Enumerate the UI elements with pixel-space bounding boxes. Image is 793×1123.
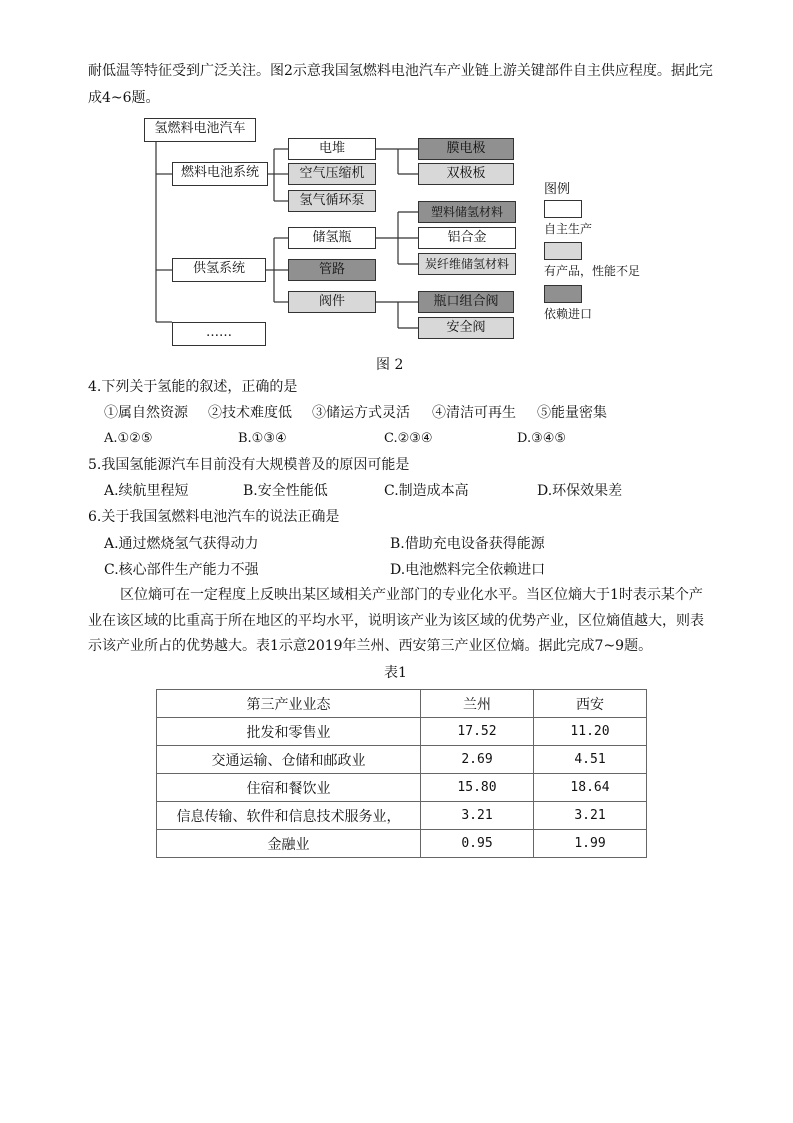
intro-line-1: 耐低温等特征受到广泛关注。图2示意我国氢燃料电池汽车产业链上游关键部件自主供应程度。据此完 [88,63,713,79]
q6-option-d: D.电池燃料完全依赖进口 [390,562,546,578]
node-plastic-material: 塑料储氢材料 [418,201,516,223]
table-cell: 住宿和餐饮业 [157,774,421,802]
table-cell: 0.95 [421,830,534,858]
node-storage-tank: 储氢瓶 [288,227,376,249]
node-stack: 电堆 [288,138,376,160]
q4-option-d: D.③④⑤ [517,431,567,446]
intro-line-2: 成4~6题。 [88,90,160,106]
para2-line-3: 示该产业所占的优势越大。表1示意2019年兰州、西安第三产业区位熵。据此完成7~9题。 [88,638,653,654]
node-root: 氢燃料电池汽车 [144,118,256,142]
q4-option-c: C.②③④ [384,431,433,446]
node-bottle-valve: 瓶口组合阀 [418,291,514,313]
table-row [157,774,647,802]
table-cell: 17.52 [421,718,534,746]
node-ellipsis: …… [172,322,266,346]
node-safety-valve: 安全阀 [418,317,514,339]
table-cell: 信息传输、软件和信息技术服务业， [157,802,421,830]
q5-option-c: C.制造成本高 [384,483,469,499]
q5-option-a: A.续航里程短 [104,483,189,499]
figure-caption: 图 2 [376,357,404,373]
legend-swatch-partial [544,242,582,260]
node-carbon-fiber: 炭纤维储氢材料 [418,253,516,275]
table-cell: 1.99 [534,830,647,858]
table-row [157,718,647,746]
legend-import-label: 依赖进口 [544,307,593,321]
q4-item: ①属自然资源 [104,405,188,421]
legend-swatch-self [544,200,582,218]
q4-item: ②技术难度低 [208,405,292,421]
q5-option-b: B.安全性能低 [243,483,328,499]
table-cell: 18.64 [534,774,647,802]
table-1 [156,689,647,858]
table-row [157,830,647,858]
q4-item: ③储运方式灵活 [312,405,410,421]
node-pipeline: 管路 [288,259,376,281]
node-h2-circulation-pump: 氢气循环泵 [288,190,376,212]
table-header-cell: 兰州 [421,690,534,718]
table-cell: 2.69 [421,746,534,774]
table-cell: 金融业 [157,830,421,858]
para2-line-2: 业在该区域的比重高于所在地区的平均水平，说明该产业为该区域的优势产业，区位熵值越大，则表 [88,613,704,629]
node-valve: 阀件 [288,291,376,313]
table-header-cell: 西安 [534,690,647,718]
table-cell: 3.21 [534,802,647,830]
table-cell: 15.80 [421,774,534,802]
node-fuel-cell-system: 燃料电池系统 [172,162,268,186]
table-cell: 4.51 [534,746,647,774]
q6-option-c: C.核心部件生产能力不强 [104,562,259,578]
q6-stem: 6.关于我国氢燃料电池汽车的说法正确是 [88,509,340,525]
node-aluminum-alloy: 铝合金 [418,227,516,249]
legend-swatch-import [544,285,582,303]
q5-option-d: D.环保效果差 [537,483,623,499]
q4-item: ⑤能量密集 [537,405,607,421]
node-h2-supply-system: 供氢系统 [172,258,266,282]
node-air-compressor: 空气压缩机 [288,163,376,185]
table-row [157,802,647,830]
q4-option-a: A.①②⑤ [104,431,153,446]
q6-option-b: B.借助充电设备获得能源 [390,536,545,552]
table-cell: 3.21 [421,802,534,830]
q4-option-b: B.①③④ [238,431,287,446]
table-cell: 批发和零售业 [157,718,421,746]
q5-stem: 5.我国氢能源汽车目前没有大规模普及的原因可能是 [88,457,410,473]
node-membrane-electrode: 膜电极 [418,138,514,160]
q6-option-a: A.通过燃烧氢气获得动力 [104,536,259,552]
node-bipolar-plate: 双极板 [418,163,514,185]
table-row [157,746,647,774]
table-header-row [157,690,647,718]
legend-partial-label: 有产品，性能不足 [544,264,641,278]
para2-line-1: 区位熵可在一定程度上反映出某区域相关产业部门的专业化水平。当区位熵大于1时表示某个产 [120,587,703,603]
table-caption: 表1 [384,665,407,681]
legend-self-label: 自主生产 [544,222,593,236]
legend-title: 图例 [544,182,571,197]
q4-item: ④清洁可再生 [432,405,516,421]
table-cell: 11.20 [534,718,647,746]
table-cell: 交通运输、仓储和邮政业 [157,746,421,774]
q4-stem: 4.下列关于氢能的叙述，正确的是 [88,379,298,395]
table-header-cell: 第三产业业态 [157,690,421,718]
figure-2-diagram [140,112,680,374]
